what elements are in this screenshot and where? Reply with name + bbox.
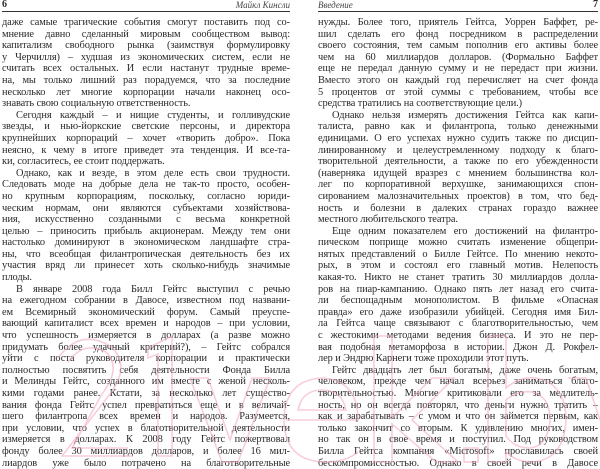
author-running-title: Майкл Кинсли (235, 0, 290, 10)
text-line: уйти с поста руководителя корпорации и практически (2, 353, 290, 365)
text-line: фонду более 30 миллиардов долларов, и более 16 мил- (2, 445, 290, 457)
text-line: мнение давно сделанный мировым сообществом вывод: (2, 28, 290, 40)
text-line: шего филантропа всех времен и народов. Разумеется, (2, 411, 290, 423)
text-line: вающий капиталист всех времен и народов – при условии, (2, 318, 290, 330)
text-line: Билла Гейтса компания «Microsoft» прославилась своей (318, 445, 598, 457)
text-line: у Черчилля) – худшая из экономических систем, если не (2, 51, 290, 63)
left-page-body-text (2, 17, 290, 469)
text-line: ем Всемирный экономический форум. Самый преуспе- (2, 306, 290, 318)
text-line: ки, согласитесь, ее стоит поддержать. (2, 156, 165, 168)
text-line: но так он в свое время и поступил. Под руководством (318, 434, 598, 446)
text-line: неясно, к чему в итоге приведет эта тенденция. И все-та- (2, 144, 290, 156)
text-line: но крупным корпорациям, поскольку, согласно юриди- (2, 190, 290, 202)
text-line: крупнейших корпораций – хочет «творить добро». Пока (2, 132, 290, 144)
text-line: ров на пиар-кампанию. Однако пять лет назад его счита- (318, 283, 598, 295)
text-line: ческим нормам, они являются субъектами хозяйствова- (2, 202, 290, 214)
text-line: кими годами ранее. Кстати, за несколько лет существо- (2, 388, 290, 399)
text-line: средства тратились на соответствующие цели.) (318, 98, 523, 110)
text-line: талиста, равно как и филантропа, только денежными (318, 121, 598, 133)
text-line: измеряется в долларах. К 2008 году Гейтс пожертвовал (2, 434, 290, 446)
text-line: знавать свою социальную ответственность. (2, 98, 191, 110)
right-page (318, 0, 598, 469)
text-line: с жестокими методами ведения бизнеса. И это не пер- (318, 330, 598, 342)
text-line: настолько доминируют в экономическом ландшафте стра- (2, 237, 290, 249)
text-line: на, мы только лишний раз порадуемся, что за последние (2, 74, 290, 86)
text-line: и Мелинды Гейтс, созданного им вместе с женой несколь- (2, 376, 290, 388)
text-line: (наверняка идущей вразрез с мнением большинства кол- (318, 167, 598, 179)
text-line: участия вряд ли принесет хоть сколько-нибудь значимые (2, 260, 290, 272)
text-line: даже самые трагические события смогут поставить под со- (2, 17, 290, 28)
text-line: плоды. (2, 272, 32, 284)
text-line: полностью посвятить себя деятельности Фонда Билла (2, 364, 290, 376)
text-line: рых, в этом и состоял его главный мотив. Нелепость (318, 260, 598, 272)
text-line: Гейтс двадцать лет был богатым, даже очень богатым, (332, 364, 598, 376)
text-line: придумать более удачный критерий?), – Гейтс собрался (2, 341, 290, 353)
text-line: единицами. О его успехах нужно судить также по дисцип- (318, 132, 598, 144)
text-line: сированием малозначительных проектов) в том, что бед- (318, 190, 598, 202)
text-line: нятых представлений о Билле Гейтсе. По мнению некото- (318, 248, 598, 260)
text-line: творительной деятельности, а также по его убежденности (318, 156, 598, 168)
text-line: как и зарабатывать – с умом и что он займется первым, как (318, 411, 598, 423)
text-line: Однако, как и везде, в этом деле есть свои трудности. (16, 167, 290, 179)
text-line: считать всех остальных. И если настанут трудные време- (2, 63, 290, 75)
chapter-running-title: Введение (318, 0, 353, 10)
text-line: при условии, что успех в благотворительной деятельности (2, 422, 290, 434)
page-number: 7 (593, 0, 598, 10)
text-line: Сегодня каждый – и нищие студенты, и голливудские (16, 109, 290, 121)
text-line: правда» его даже изобразили убийцей. Сегодня имя Бил- (318, 306, 598, 318)
text-line: своего состояния, тем самым пополнив его активы более (318, 40, 598, 52)
text-line: ла Гейтса чаще связывают с благотворительностью, чем (318, 318, 598, 330)
text-line: бескомпромиссностью. Однако в своей речи в Давосе (318, 457, 598, 469)
text-line: капитализм свободного рынка (заимствуя формулировку (2, 40, 290, 52)
text-line: человеком, прежде чем начал всерьез заниматься благо- (318, 376, 598, 388)
left-running-head (2, 0, 290, 12)
text-line: лег по корпоративной верхушке, занимающихся спон- (318, 179, 598, 191)
text-line: ность, но он всегда повторял, что деньги нужно тратить – (318, 399, 598, 411)
text-line: вания фонда Гейтс успел превратиться еще и в величай- (2, 399, 290, 411)
right-page-body-text (318, 17, 598, 469)
text-line: ны, что всеобщая филантропическая деятельность без их (2, 248, 290, 260)
text-line: только закончит со вторым. К удивлению многих, имен- (318, 422, 598, 434)
text-line: целью – приносить прибыль акционерам. Между тем они (2, 225, 290, 237)
text-line: звезды, и нью-йоркские светские персоны, и директора (2, 121, 290, 133)
text-line: 5 процентов от этой суммы с требованием, чтобы все (318, 86, 598, 98)
text-line: нужды. Более того, приятель Гейтса, Уоррен Баффет, ре- (318, 17, 598, 28)
text-line: Еще одним показателем его достижений на филантро- (332, 225, 598, 237)
text-line: творительностью. Многие критиковали его за медлитель- (318, 388, 598, 399)
text-line: еще не передал данную сумму и не передаст при жизни. (318, 63, 598, 75)
text-line: какая-то. Никто не станет тратить 30 миллиардов долла- (318, 272, 598, 284)
text-line: вая подобная метаморфоза в истории. Джон Д. Рокфел- (318, 341, 598, 353)
left-page (2, 0, 290, 469)
right-running-head (318, 0, 598, 12)
text-line: несколько лет многие корпорации начали наконец осо- (2, 86, 290, 98)
text-line: Следовать моде на добрые дела не так-то просто, особен- (2, 179, 290, 191)
text-line: линированному и целеустремленному подходу к благо- (318, 144, 598, 156)
text-line: Вместо этого он каждый год перечисляет на счет фонда (318, 74, 598, 86)
page-number: 6 (2, 0, 7, 10)
text-line: ли беспощадным монополистом. В фильме «Опасная (318, 295, 598, 307)
text-line: на ежегодном собрании в Давосе, известном под названи- (2, 295, 290, 307)
text-line: ния, искусственно созданными с весьма конкретной (2, 214, 290, 226)
text-line: ность и болезни в далеких странах гораздо важнее (318, 202, 598, 214)
text-line: местного любительского театра. (318, 214, 458, 226)
text-line: В январе 2008 года Билл Гейтс выступил с речью (16, 283, 290, 295)
text-line: чем на 60 миллиардов долларов. (Формально Баффет (318, 51, 598, 63)
text-line: пическом поприще можно считать изменение общепри- (318, 237, 598, 249)
text-line: лер и Эндрю Карнеги тоже проходили этот путь. (318, 353, 529, 365)
text-line: шил сделать его фонд посредником в распределении (318, 28, 598, 40)
text-line: что успешность измеряется в долларах (а разве можно (2, 330, 290, 342)
text-line: лиардов уже было потрачено на благотворительные (2, 457, 290, 469)
text-line: Однако нельзя измерять достижения Гейтса как капи- (332, 109, 598, 121)
